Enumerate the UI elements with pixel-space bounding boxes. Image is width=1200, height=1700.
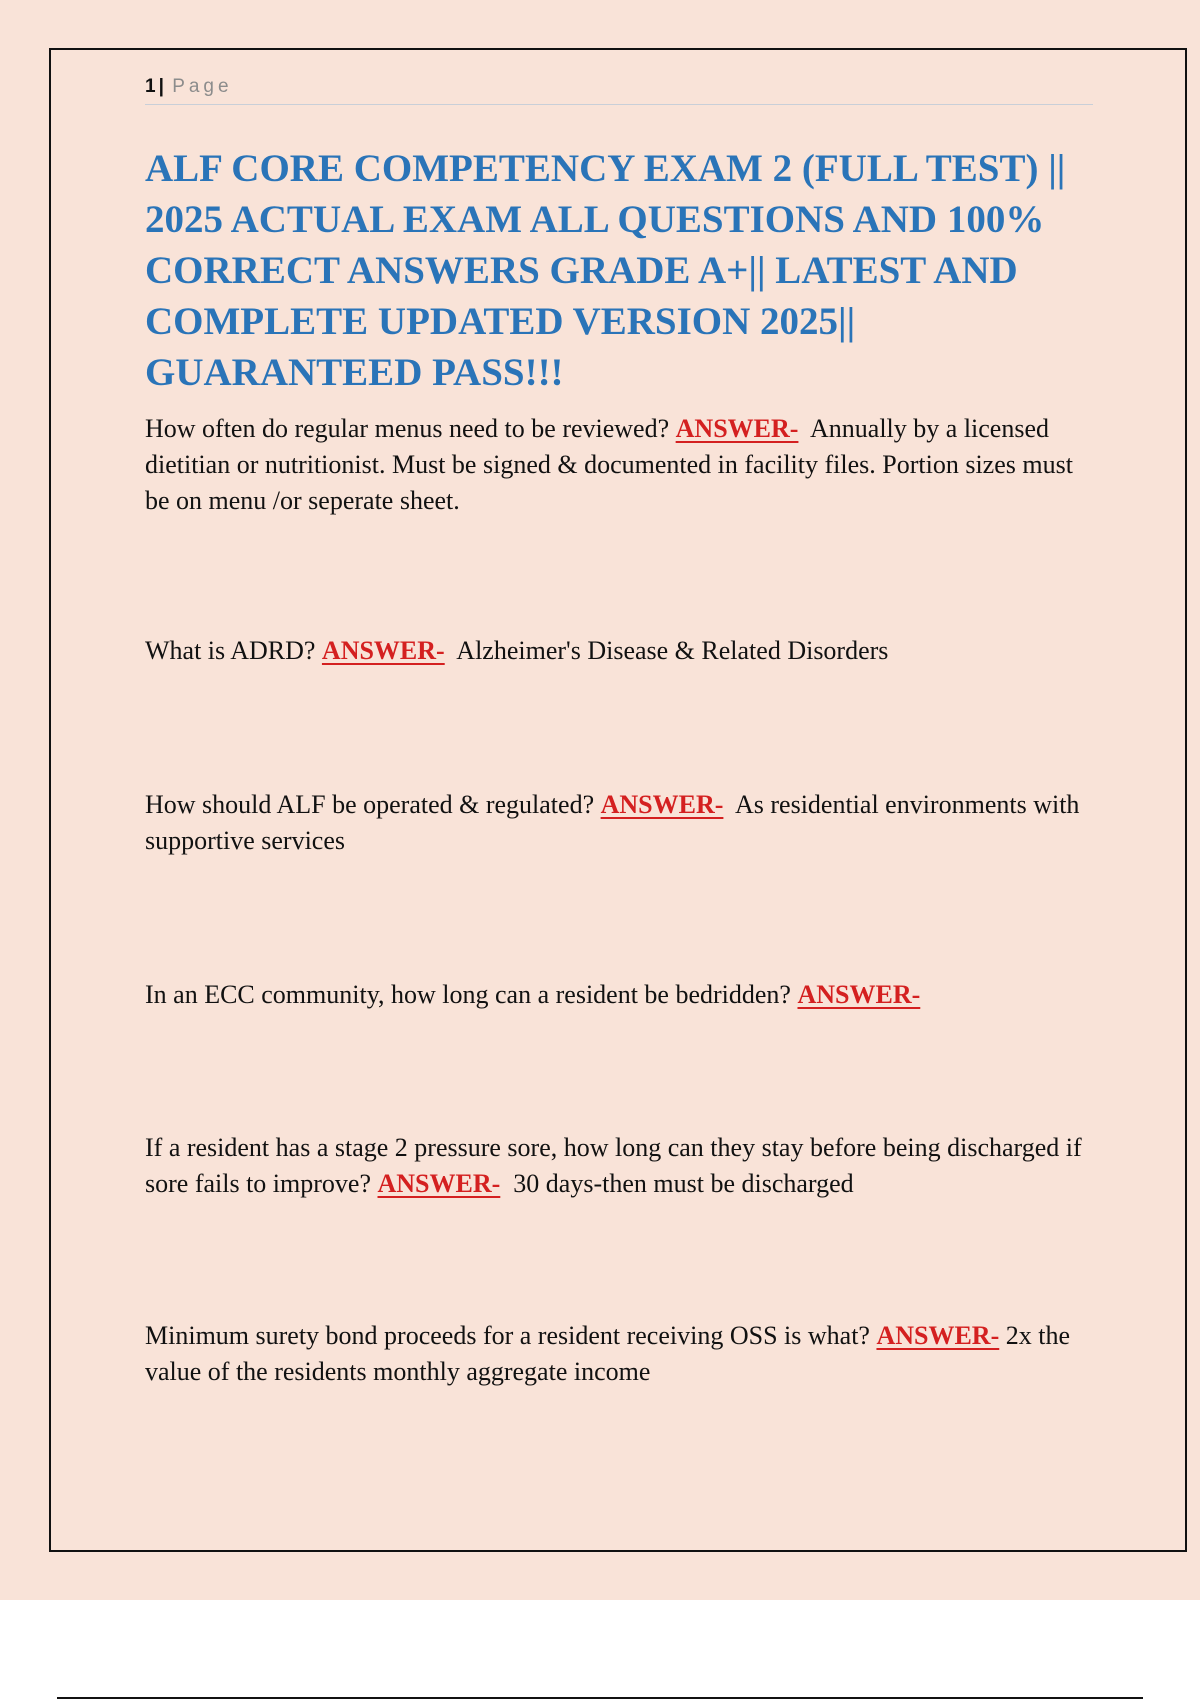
answer-label: ANSWER- (377, 1169, 501, 1198)
answer-label: ANSWER- (797, 980, 921, 1009)
answer-text: As residential environments with supportive services (145, 790, 1080, 855)
answer-label: ANSWER- (675, 414, 799, 443)
answer-label: ANSWER- (321, 636, 445, 665)
question-text: In an ECC community, how long can a resident be bedridden? (145, 980, 791, 1009)
document-title: ALF CORE COMPETENCY EXAM 2 (FULL TEST) || 2025 ACTUAL EXAM ALL QUESTIONS AND 100% CORRECT ANSWERS GRADE A+|| LATEST AND COMPLETE UPDATED VERSION 2025|| GUARANTEED PASS!!! (145, 147, 1066, 394)
qa-item (145, 977, 1085, 1013)
answer-text: 2x the value of the residents monthly aggregate income (145, 1321, 1071, 1386)
question-text: How should ALF be operated & regulated? (145, 790, 595, 819)
answer-label: ANSWER- (876, 1321, 1000, 1350)
page-number: 1 (145, 76, 156, 97)
question-text: Minimum surety bond proceeds for a resident receiving OSS is what? (145, 1321, 870, 1350)
answer-text: 30 days-then must be discharged (513, 1169, 854, 1198)
qa-item (145, 1318, 1085, 1390)
footer-rule (57, 1697, 1143, 1699)
question-text: How often do regular menus need to be reviewed? (145, 414, 670, 443)
qa-item (145, 633, 1085, 669)
qa-item (145, 787, 1085, 859)
answer-label: ANSWER- (600, 790, 724, 819)
qa-item (145, 411, 1085, 519)
page-header (145, 74, 1093, 105)
question-text: If a resident has a stage 2 pressure sore, how long can they stay before being discharged if sore fails to improve? (145, 1133, 1082, 1198)
qa-item (145, 1130, 1085, 1202)
page-label: Page (172, 76, 233, 97)
question-text: What is ADRD? (145, 636, 316, 665)
page-separator: | (158, 76, 164, 97)
answer-text: Annually by a licensed dietitian or nutritionist. Must be signed & documented in facility files. Portion sizes must be on menu /or seperate sheet. (145, 414, 1073, 515)
answer-text: Alzheimer's Disease & Related Disorders (456, 636, 889, 665)
